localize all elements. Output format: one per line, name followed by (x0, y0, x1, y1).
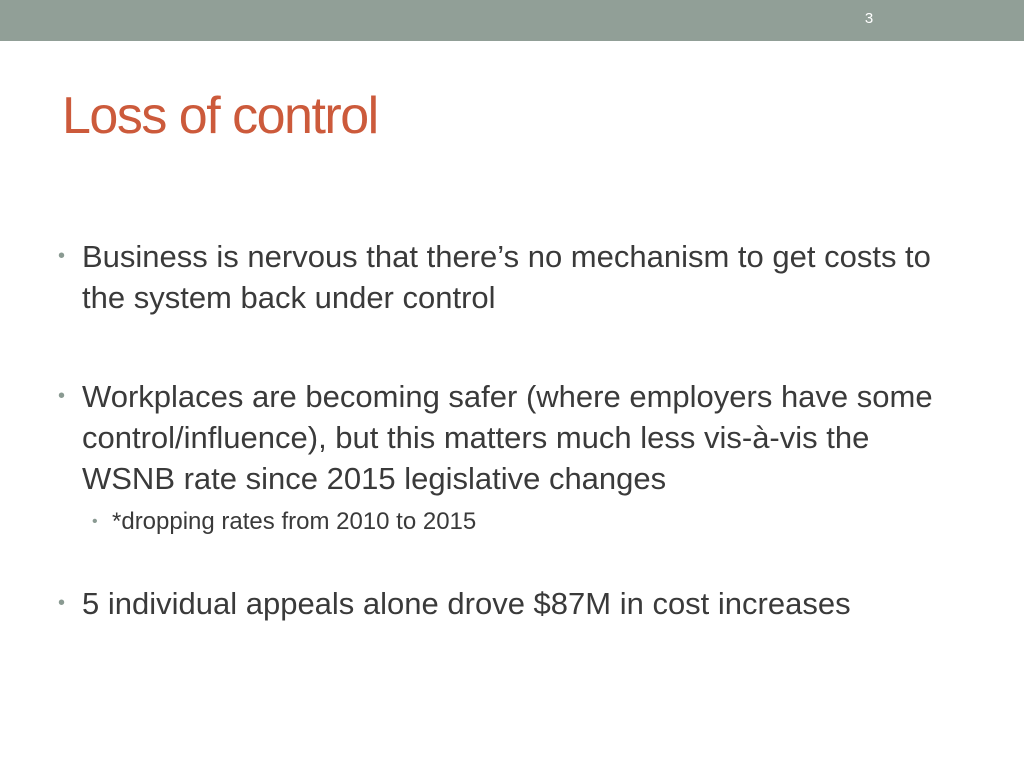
bullet-list (58, 236, 958, 624)
bullet-marker-icon: • (58, 385, 66, 407)
slide-title: Loss of control (62, 87, 378, 145)
sub-bullet-text: *dropping rates from 2010 to 2015 (112, 508, 477, 535)
bullet-text: Business is nervous that there’s no mechanism to get costs to the system back under control (82, 239, 931, 315)
slide-number: 3 (864, 10, 874, 27)
bullet-item-1 (58, 236, 958, 318)
bullet-item-2 (58, 376, 958, 499)
bullet-text: 5 individual appeals alone drove $87M in cost increases (82, 586, 851, 621)
bullet-marker-icon: • (58, 245, 66, 267)
sub-bullet-item-1 (92, 507, 958, 537)
bullet-item-3 (58, 583, 958, 624)
top-bar (0, 0, 1024, 41)
sub-bullet-marker-icon: • (92, 513, 98, 530)
bullet-text: Workplaces are becoming safer (where employers have some control/influence), but this matters much less vis-à-vis the WSNB rate since 2015 legislative changes (82, 379, 933, 496)
bullet-marker-icon: • (58, 592, 66, 614)
